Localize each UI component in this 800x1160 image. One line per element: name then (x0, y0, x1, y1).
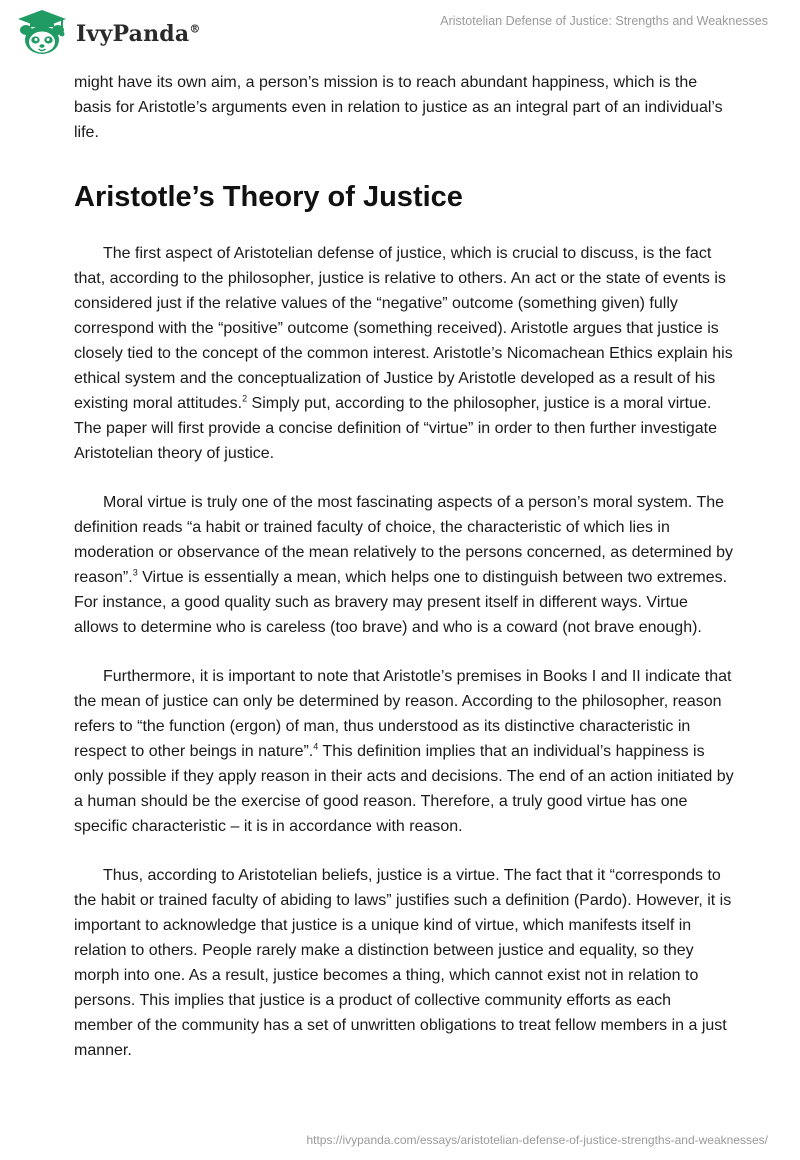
brand-logo-link[interactable] (14, 8, 201, 56)
brand-name: IvyPanda® (76, 21, 201, 47)
paragraph-2-text-after: Virtue is essentially a mean, which helps one to distinguish between two extremes. For instance, a good quality such as bravery may present itself in different ways. Virtue allows to determine who is careless (too brave) and who is a coward (not brave enough). (74, 569, 728, 636)
paragraph-1-text: The first aspect of Aristotelian defense of justice, which is crucial to discuss, is the fact that, according to the philosopher, justice is relative to others. An act or the state of events is considered just if the relative values of the “negative” outcome (something given) fully correspond with the “positive” outcome (something received). Aristotle argues that justice is closely tied to the concept of the common interest. Aristotle’s Nicomachean Ethics explain his ethical system and the conceptualization of Justice by Aristotle developed as a result of his existing moral attitudes. (74, 245, 733, 412)
registered-mark: ® (189, 22, 201, 36)
paragraph-3 (74, 664, 734, 839)
paragraph-4: Thus, according to Aristotelian beliefs, justice is a virtue. The fact that it “corresponds to the habit or trained faculty of abiding to laws” justifies such a definition (Pardo). However, it is important to acknowledge that justice is a unique kind of virtue, which manifests itself in relation to others. People rarely make a distinction between justice and equality, so they morph into one. As a result, justice becomes a thing, which cannot exist not in relation to persons. This implies that justice is a product of collective community efforts as each member of the community has a set of unwritten obligations to treat fellow members in a just manner. (74, 867, 732, 1059)
document-title: Aristotelian Defense of Justice: Strengths and Weaknesses (440, 14, 768, 28)
footnote-ref-4[interactable]: 4 (313, 741, 319, 752)
paragraph-2 (74, 490, 734, 640)
section-heading: Aristotle’s Theory of Justice (74, 181, 463, 213)
intro-paragraph: might have its own aim, a person’s mission is to reach abundant happiness, which is the basis for Aristotle’s arguments even in relation to justice as an integral part of an individual’s life. (74, 74, 723, 141)
footnote-ref-2[interactable]: 2 (242, 393, 248, 404)
paragraph-2-text: Moral virtue is truly one of the most fascinating aspects of a person’s moral system. The definition reads “a habit or trained faculty of choice, the characteristic of which lies in moderation or observance of the mean relatively to the persons concerned, as determined by reason”. (74, 494, 734, 586)
page-header (0, 0, 800, 60)
essay-content (74, 70, 734, 1087)
paragraph-3-text-after: This definition implies that an individual’s happiness is only possible if they apply reason in their acts and decisions. The end of an action initiated by a human should be the exercise of good reason. Therefore, a truly good virtue has one specific characteristic – it is in accordance with reason. (74, 743, 734, 835)
paragraph-1-text-after: Simply put, according to the philosopher, justice is a moral virtue. The paper will first provide a concise definition of “virtue” in order to then further investigate Aristotelian theory of justice. (74, 395, 717, 462)
paragraph-3-text: Furthermore, it is important to note that Aristotle’s premises in Books I and II indicate that the mean of justice can only be determined by reason. According to the philosopher, reason refers to “the function (ergon) of man, thus understood as its distinctive characteristic in respect to other beings in nature”. (74, 668, 732, 760)
footnote-ref-3[interactable]: 3 (132, 567, 138, 578)
paragraph-1 (74, 241, 734, 466)
source-url-link[interactable]: https://ivypanda.com/essays/aristotelian-defense-of-justice-strengths-and-weaknesses/ (306, 1133, 768, 1147)
panda-graduation-cap-icon (14, 8, 70, 56)
